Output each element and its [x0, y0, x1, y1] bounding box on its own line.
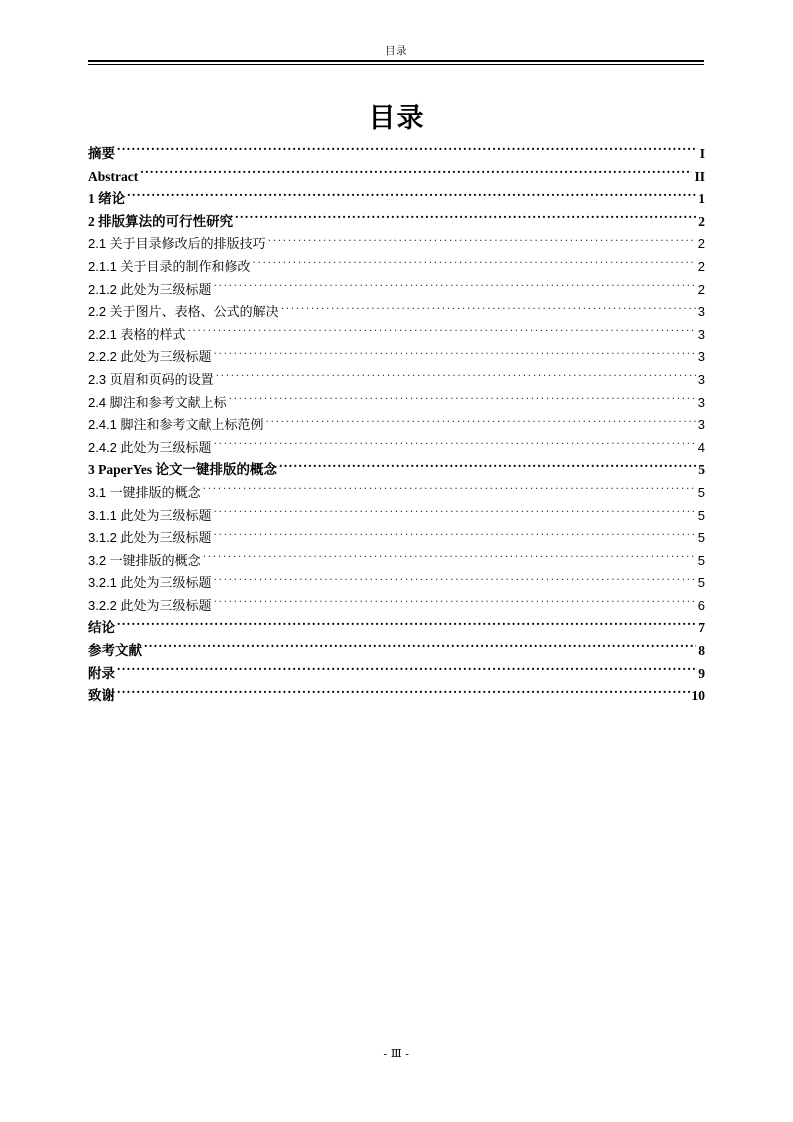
toc-entry[interactable]	[88, 346, 705, 369]
toc-entry-page-number: 3	[697, 394, 705, 410]
toc-dot-leader	[214, 507, 696, 520]
toc-entry-page-number: 8	[698, 643, 705, 659]
toc-dot-leader	[144, 642, 696, 656]
toc-entry[interactable]	[88, 482, 705, 505]
toc-entry-label: 2.2.1 表格的样式	[88, 326, 186, 342]
toc-entry-page-number: 2	[697, 236, 705, 252]
toc-entry[interactable]	[88, 211, 705, 234]
toc-entry[interactable]	[88, 595, 705, 618]
toc-entry-page-number: 2	[698, 213, 705, 229]
toc-dot-leader	[214, 574, 696, 587]
toc-entry[interactable]	[88, 166, 705, 189]
toc-entry-label: Abstract	[88, 168, 139, 184]
toc-entry[interactable]	[88, 437, 705, 460]
toc-entry-label: 2.1.2 此处为三级标题	[88, 281, 212, 297]
toc-dot-leader	[117, 664, 696, 678]
toc-entry-label: 2.4.1 脚注和参考文献上标范例	[88, 417, 264, 433]
toc-entry-label: 2 排版算法的可行性研究	[88, 213, 234, 229]
toc-entry-label: 参考文献	[88, 643, 142, 659]
header-double-rule	[88, 60, 704, 65]
toc-entry-label: 2.4 脚注和参考文献上标	[88, 394, 227, 410]
toc-dot-leader	[281, 303, 696, 316]
toc-dot-leader	[214, 597, 696, 610]
toc-dot-leader	[127, 190, 696, 204]
toc-entry-page-number: 2	[697, 281, 705, 297]
footer-page-number: - Ⅲ -	[383, 1048, 410, 1060]
toc-entry[interactable]	[88, 572, 705, 595]
toc-entry-page-number: 3	[697, 326, 705, 342]
toc-dot-leader	[279, 461, 696, 475]
toc-entry-label: 2.3 页眉和页码的设置	[88, 371, 214, 387]
toc-entry[interactable]	[88, 301, 705, 324]
table-of-contents	[88, 143, 705, 708]
toc-dot-leader	[214, 439, 696, 452]
toc-entry-label: 2.2 关于图片、表格、公式的解决	[88, 304, 279, 320]
toc-dot-leader	[214, 348, 696, 361]
toc-entry[interactable]	[88, 279, 705, 302]
page-header	[88, 44, 704, 65]
toc-entry-page-number: 5	[697, 552, 705, 568]
toc-entry-label: 3.1 一键排版的概念	[88, 484, 201, 500]
toc-dot-leader	[229, 394, 696, 407]
toc-entry-page-number: 4	[697, 439, 705, 455]
toc-entry-page-number: 7	[698, 620, 705, 636]
toc-dot-leader	[253, 258, 696, 271]
toc-entry[interactable]	[88, 392, 705, 415]
toc-entry[interactable]	[88, 505, 705, 528]
toc-entry-page-number: 9	[698, 665, 705, 681]
toc-entry-label: 1 绪论	[88, 191, 126, 207]
toc-dot-leader	[266, 416, 696, 429]
toc-entry[interactable]	[88, 324, 705, 347]
toc-entry-label: 摘要	[88, 146, 115, 161]
toc-dot-leader	[203, 552, 696, 565]
toc-entry[interactable]	[88, 685, 705, 708]
toc-dot-leader	[216, 371, 696, 384]
toc-entry[interactable]	[88, 640, 705, 663]
toc-entry-label: 3.2.2 此处为三级标题	[88, 597, 212, 613]
page-title: 目录	[368, 103, 425, 133]
toc-entry[interactable]	[88, 550, 705, 573]
toc-entry[interactable]	[88, 369, 705, 392]
toc-entry-page-number: 3	[697, 371, 705, 387]
toc-entry[interactable]	[88, 459, 705, 482]
toc-entry[interactable]	[88, 527, 705, 550]
toc-entry-label: 3.1.2 此处为三级标题	[88, 530, 212, 546]
toc-entry-label: 3.1.1 此处为三级标题	[88, 507, 212, 523]
toc-entry-label: 结论	[88, 620, 115, 636]
toc-dot-leader	[188, 326, 696, 339]
toc-dot-leader	[203, 484, 696, 497]
toc-dot-leader	[235, 212, 696, 226]
toc-dot-leader	[214, 529, 696, 542]
toc-entry[interactable]	[88, 414, 705, 437]
toc-entry-page-number: 5	[697, 530, 705, 546]
toc-dot-leader	[117, 619, 696, 633]
toc-entry[interactable]	[88, 617, 705, 640]
toc-entry-page-number: I	[699, 146, 705, 161]
toc-entry-label: 3 PaperYes 论文一键排版的概念	[88, 462, 277, 478]
toc-entry-page-number: 5	[697, 484, 705, 500]
toc-dot-leader	[268, 235, 696, 248]
toc-entry-label: 2.2.2 此处为三级标题	[88, 349, 212, 365]
toc-entry-page-number: 6	[697, 597, 705, 613]
toc-entry-page-number: 3	[697, 417, 705, 433]
toc-entry[interactable]	[88, 188, 705, 211]
toc-entry-label: 2.1.1 关于目录的制作和修改	[88, 258, 251, 274]
toc-dot-leader	[117, 145, 698, 159]
toc-entry-page-number: 2	[697, 258, 705, 274]
toc-entry-label: 3.2 一键排版的概念	[88, 552, 201, 568]
toc-entry-page-number: 1	[698, 191, 705, 207]
toc-entry-page-number: 5	[698, 462, 705, 478]
toc-entry-label: 致谢	[88, 688, 115, 704]
toc-entry-label: 2.4.2 此处为三级标题	[88, 439, 212, 455]
toc-entry-label: 3.2.1 此处为三级标题	[88, 575, 212, 591]
toc-entry-page-number: 3	[697, 349, 705, 365]
header-running-title: 目录	[385, 45, 407, 57]
toc-dot-leader	[117, 687, 690, 701]
toc-entry-label: 2.1 关于目录修改后的排版技巧	[88, 236, 266, 252]
toc-dot-leader	[214, 281, 696, 294]
toc-entry[interactable]	[88, 256, 705, 279]
toc-entry-page-number: 3	[697, 304, 705, 320]
toc-entry-page-number: 5	[697, 507, 705, 523]
toc-entry[interactable]	[88, 233, 705, 256]
toc-entry-page-number: II	[694, 168, 705, 184]
toc-entry-page-number: 5	[697, 575, 705, 591]
toc-dot-leader	[140, 167, 692, 181]
toc-entry-label: 附录	[88, 665, 115, 681]
toc-entry[interactable]	[88, 143, 705, 166]
header-rule-thin	[88, 64, 704, 66]
toc-entry-page-number: 10	[691, 688, 705, 704]
toc-entry[interactable]	[88, 663, 705, 686]
